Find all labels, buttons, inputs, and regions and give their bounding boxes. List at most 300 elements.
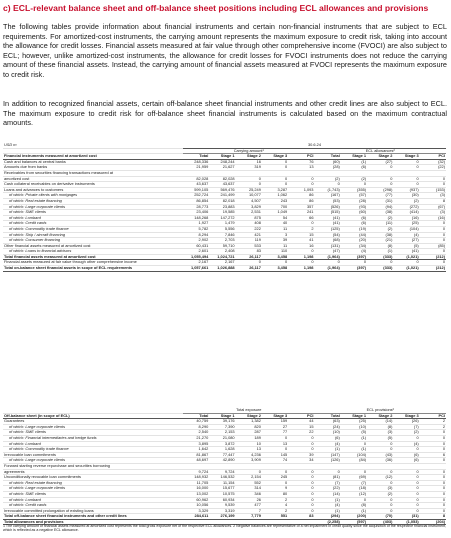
table-cell: 2,167	[209, 260, 235, 266]
table-cell: 0	[393, 508, 419, 514]
table-cell: 27	[262, 424, 288, 430]
table-cell: 34	[288, 458, 314, 464]
table-cell: 0	[288, 249, 314, 255]
table-cell: 3,909	[236, 458, 262, 464]
table-cell: (147)	[314, 452, 340, 458]
table-cell: 7,390	[209, 424, 235, 430]
table-cell: (1)	[367, 249, 393, 255]
table-cell: 0	[393, 165, 419, 171]
table-cell: 820	[236, 424, 262, 430]
column-header: Stage 3	[262, 154, 288, 160]
table-cell: 0	[262, 447, 288, 453]
table-cell: (126)	[314, 458, 340, 464]
row-label: Total off-balance sheet financial instruments and other credit lines	[3, 514, 183, 520]
table-cell: 19,585	[209, 210, 235, 216]
table-cell: 0	[367, 260, 393, 266]
table-cell: 1,198	[288, 266, 314, 272]
table-cell: 110	[262, 249, 288, 255]
table-cell: 21,080	[209, 435, 235, 441]
table-cell: 26,117	[236, 266, 262, 272]
table-cell: 10,077	[236, 193, 262, 199]
off-balance-ecl-table	[3, 408, 446, 525]
table-cell: 0	[420, 182, 446, 188]
row-label: of which: Commodity trade finance	[3, 447, 183, 453]
table-cell: 2,531	[236, 210, 262, 216]
table-cell: 9	[262, 486, 288, 492]
table-cell: (7)	[341, 480, 367, 486]
unit-label: USD m	[3, 143, 183, 148]
table-cell: (526)	[314, 204, 340, 210]
table-cell: 241	[288, 210, 314, 216]
table-cell: 2,902	[183, 238, 209, 244]
row-label: of which: Commodity trade finance	[3, 226, 183, 232]
table-cell: 74	[262, 458, 288, 464]
table-cell: 0	[314, 260, 340, 266]
table-cell: 147,272	[209, 215, 235, 221]
table-cell: 119	[236, 238, 262, 244]
table-cell: (85)	[420, 243, 446, 249]
row-label: of which: Real estate financing	[3, 198, 183, 204]
table-cell: (4)	[314, 503, 340, 509]
table-cell: 0	[288, 508, 314, 514]
table-cell: 0	[420, 503, 446, 509]
table-cell: (294)	[314, 514, 340, 520]
table-cell: 2,540	[183, 430, 209, 436]
row-label: Forward starting reverse repurchase and securities borrowing	[3, 463, 183, 469]
table-cell: (1)	[314, 447, 340, 453]
table-cell: 357	[288, 204, 314, 210]
table-cell: 3,287	[262, 187, 288, 193]
table-cell: (14)	[367, 419, 393, 425]
table-cell: 146,532	[209, 475, 235, 481]
table-cell: 421	[236, 232, 262, 238]
table-cell: 15,677	[209, 486, 235, 492]
table-cell: (8)	[341, 503, 367, 509]
table-cell: (67)	[420, 204, 446, 210]
table-cell: 11	[262, 243, 288, 249]
table-cell: 7,779	[236, 514, 262, 520]
table-cell: 0	[393, 497, 419, 503]
off-balance-paragraph: In addition to recognized financial assets, certain off-balance sheet financial instruments and other credit lines are also subject to ECL. The maximum exposure to credit risk for off-balance sheet financial instruments is calculated based on the maximum contractual amounts.	[3, 99, 447, 127]
table-cell: (60)	[341, 210, 367, 216]
table-cell: (63)	[314, 419, 340, 425]
table-cell: 83	[288, 514, 314, 520]
table-cell: 0	[262, 469, 288, 475]
table-cell: 408	[236, 221, 262, 227]
row-label: of which: Credit cards	[3, 503, 183, 509]
table-cell: (104)	[341, 452, 367, 458]
table-cell: 0	[393, 176, 419, 182]
table-cell: (1,743)	[314, 187, 340, 193]
row-label: of which: SME clients	[3, 430, 183, 436]
row-label: of which: Credit cards	[3, 221, 183, 227]
table-cell: (47)	[314, 249, 340, 255]
table-cell: 0	[420, 447, 446, 453]
table-cell: 1,062	[262, 193, 288, 199]
table-cell: (4)	[393, 441, 419, 447]
table-cell: (28)	[341, 198, 367, 204]
table-cell: (2)	[367, 491, 393, 497]
row-label: Cash and balances at central banks	[3, 159, 183, 165]
table-cell: (1,964)	[314, 266, 340, 272]
row-label: of which: Lombard	[3, 215, 183, 221]
table-cell: (298)	[367, 187, 393, 193]
table-cell: (38)	[367, 232, 393, 238]
table-cell: (31)	[367, 198, 393, 204]
row-label: Receivables from securities financing transactions measured at	[3, 170, 183, 176]
table-cell: (53)	[314, 198, 340, 204]
table-cell: (18)	[341, 486, 367, 492]
table-cell: (20)	[341, 238, 367, 244]
table-cell: 0	[420, 469, 446, 475]
table-cell: (1)	[341, 159, 367, 165]
row-label: Guarantees	[3, 419, 183, 425]
table-cell: (57)	[341, 193, 367, 199]
table-cell: 1,479	[209, 221, 235, 227]
table-cell: 0	[393, 435, 419, 441]
table-cell: 0	[288, 260, 314, 266]
table-cell: (81)	[314, 475, 340, 481]
table-cell: (24)	[314, 424, 340, 430]
table-cell: 0	[393, 475, 419, 481]
table-cell: (1)	[314, 497, 340, 503]
table-cell: (1)	[314, 508, 340, 514]
table-cell: 0	[393, 491, 419, 497]
table-cell: 77	[262, 430, 288, 436]
table-cell: 86	[288, 193, 314, 199]
table-cell: 0	[367, 508, 393, 514]
table-cell: (4)	[341, 249, 367, 255]
table-cell: 148,268	[183, 215, 209, 221]
table-cell: 2	[420, 419, 446, 425]
table-cell: 21,959	[183, 165, 209, 171]
table-cell: 0	[367, 165, 393, 171]
column-header: Stage 1	[209, 154, 235, 160]
row-label: of which: Real estate financing	[3, 480, 183, 486]
table-cell: 26	[236, 497, 262, 503]
table-cell: (30)	[393, 193, 419, 199]
table-cell: 245	[262, 475, 288, 481]
table-cell: 1,642	[183, 447, 209, 453]
table-cell: (1,021)	[393, 254, 419, 260]
ecl-provisions-header: ECL provisions²	[314, 408, 446, 413]
table-cell: (397)	[341, 266, 367, 272]
column-header: Stage 3	[393, 154, 419, 160]
table-cell: 15	[288, 232, 314, 238]
table-cell: 0	[236, 260, 262, 266]
table-cell: 5,782	[183, 226, 209, 232]
table-cell: (6)	[393, 452, 419, 458]
table-cell: (104)	[393, 226, 419, 232]
column-header: PCI	[288, 154, 314, 160]
table-cell: (212)	[420, 254, 446, 260]
table-cell: 346	[236, 491, 262, 497]
table-cell: 76	[288, 159, 314, 165]
table-cell: (4)	[314, 441, 340, 447]
table-cell: 0	[262, 182, 288, 188]
table-cell: 42,890	[209, 458, 235, 464]
table-cell: 60,934	[209, 497, 235, 503]
table-cell: 1,382	[236, 419, 262, 425]
table-cell: (2)	[314, 176, 340, 182]
table-cell: 0	[367, 480, 393, 486]
table-cell: 81,867	[183, 452, 209, 458]
column-header: Stage 2	[367, 154, 393, 160]
table-cell: 1,057,661	[183, 266, 209, 272]
table-cell: (125)	[314, 226, 340, 232]
table-cell: (937)	[393, 187, 419, 193]
table-cell: (2)	[367, 226, 393, 232]
table-cell: 2,601	[183, 249, 209, 255]
table-cell: 0	[393, 480, 419, 486]
table-cell: 243	[262, 198, 288, 204]
row-label: of which: Large corporate clients	[3, 204, 183, 210]
table-cell: 4,236	[236, 452, 262, 458]
table-cell: (68)	[314, 238, 340, 244]
table-cell: 2,408	[209, 249, 235, 255]
table-cell: 0	[288, 221, 314, 227]
table-cell: (84)	[341, 458, 367, 464]
table-cell: (5)	[367, 435, 393, 441]
table-cell: (10)	[314, 430, 340, 436]
table-cell: (12)	[341, 491, 367, 497]
table-cell: 0	[420, 249, 446, 255]
table-cell: 0	[288, 447, 314, 453]
column-header: Stage 2	[236, 413, 262, 419]
column-header: Stage 3	[393, 413, 419, 419]
table-cell: 5,556	[209, 226, 235, 232]
row-label: Other financial assets measured at amortized cost	[3, 243, 183, 249]
table-cell: 23,406	[183, 210, 209, 216]
on-balance-ecl-table	[3, 143, 446, 272]
column-header: PCI	[420, 413, 446, 419]
table-cell: 0	[420, 441, 446, 447]
table-cell: 2	[420, 424, 446, 430]
row-label: of which: Large corporate clients	[3, 458, 183, 464]
table-cell: 77,447	[209, 452, 235, 458]
column-header: Total	[314, 154, 340, 160]
table-cell: 3,319	[209, 508, 235, 514]
table-cell: 189	[236, 435, 262, 441]
column-header: Stage 2	[367, 413, 393, 419]
table-cell: 26,117	[236, 254, 262, 260]
table-cell: 0	[341, 469, 367, 475]
table-cell: 83	[236, 249, 262, 255]
table-cell: 82,028	[209, 176, 235, 182]
table-cell: 39	[288, 452, 314, 458]
column-header: Stage 3	[262, 413, 288, 419]
table-cell: (94)	[367, 204, 393, 210]
table-cell: 1,093	[288, 187, 314, 193]
table-cell: 43,637	[183, 182, 209, 188]
table-cell: 39,176	[209, 419, 235, 425]
table-cell: 8	[420, 198, 446, 204]
table-cell: 86	[288, 198, 314, 204]
table-cell: (2)	[341, 176, 367, 182]
table-cell: 40	[262, 221, 288, 227]
table-cell: 13,002	[183, 491, 209, 497]
table-cell: 10,575	[209, 491, 235, 497]
ecl-allowances-header: ECL allowances²	[314, 148, 446, 154]
total-row	[3, 266, 446, 272]
table-cell: (6)	[393, 458, 419, 464]
table-cell: 2	[288, 226, 314, 232]
table-cell: 66	[288, 215, 314, 221]
table-cell: 0	[420, 435, 446, 441]
table-cell: 314	[236, 486, 262, 492]
row-label: of which: Large corporate clients	[3, 486, 183, 492]
table-cell: 0	[367, 503, 393, 509]
table-cell: 2	[262, 497, 288, 503]
table-cell: (16)	[420, 215, 446, 221]
table-cell: 0	[341, 441, 367, 447]
table-cell: 148,932	[183, 475, 209, 481]
table-cell: 0	[341, 182, 367, 188]
table-cell: 16,000	[183, 486, 209, 492]
row-label: of which: Loans to financial advisors	[3, 249, 183, 255]
table-cell: 25,249	[236, 187, 262, 193]
table-cell: 0	[262, 480, 288, 486]
table-cell: (8)	[367, 424, 393, 430]
table-header-label: Financial instruments measured at amortized cost	[3, 154, 183, 160]
table-cell: (60)	[314, 159, 340, 165]
table-cell: 8,294	[183, 232, 209, 238]
table-cell: 3,458	[262, 266, 288, 272]
table-cell: 11,705	[183, 480, 209, 486]
table-cell: 82,028	[183, 176, 209, 182]
intro-paragraph: The following tables provide information about financial instruments and certain non-financial instruments that are subject to ECL requirements. For amortized-cost instruments, the carrying amount represents the maximum exposure to credit risk, taking into account the allowance for credit losses. Financial assets measured at fair value through other comprehensive income (FVOCI) are also subject to ECL; however, unlike amortized-cost instruments, the allowance for credit losses for FVOCI instruments does not reduce the carrying amount of these financial assets. Instead, the carrying amount of financial assets measured at FVOCI represents the maximum exposure to credit risk.	[3, 22, 447, 79]
table-cell: (19)	[341, 226, 367, 232]
table-cell: 0	[367, 176, 393, 182]
table-cell: 1,198	[288, 254, 314, 260]
table-cell: 2,154	[236, 475, 262, 481]
table-cell: 13	[288, 165, 314, 171]
table-cell: 9,724	[183, 469, 209, 475]
table-cell: 80	[262, 491, 288, 497]
table-cell: 0	[236, 176, 262, 182]
column-header: Total	[314, 413, 340, 419]
table-cell: 569,476	[209, 187, 235, 193]
table-cell: 0	[367, 469, 393, 475]
row-label: of which: Lombard	[3, 497, 183, 503]
table-cell: (34)	[341, 243, 367, 249]
table-cell: (1,964)	[314, 254, 340, 260]
table-cell: 0	[393, 486, 419, 492]
table-cell: 0	[288, 491, 314, 497]
row-label: Cash collateral receivables on derivative instruments	[3, 182, 183, 188]
table-cell: 44	[288, 419, 314, 425]
table-cell: 60,962	[183, 497, 209, 503]
table-cell: (25)	[393, 221, 419, 227]
table-cell: 0	[393, 159, 419, 165]
table-cell: 2,167	[183, 260, 209, 266]
table-cell: (2,258)	[314, 519, 340, 525]
table-cell: (515)	[314, 210, 340, 216]
table-cell: (597)	[341, 519, 367, 525]
table-cell: 145	[262, 452, 288, 458]
table-cell: 0	[420, 491, 446, 497]
table-cell: 1,049	[262, 210, 288, 216]
section-title: c) ECL-relevant balance sheet and off-balance sheet positions including ECL allowances and provisions	[3, 3, 429, 13]
row-label: Loans and advances to customers	[3, 187, 183, 193]
table-cell: 222	[236, 226, 262, 232]
table-cell: (333)	[367, 266, 393, 272]
table-cell: 0	[393, 469, 419, 475]
table-cell: (27)	[393, 238, 419, 244]
table-cell: 0	[367, 441, 393, 447]
table-cell: 599,105	[183, 187, 209, 193]
date-header: 30.6.24	[183, 143, 446, 148]
table-header-label: Off-balance sheet (in scope of ECL)	[3, 413, 183, 419]
table-cell: 0	[420, 226, 446, 232]
table-cell: (93)	[341, 204, 367, 210]
table-cell: 159	[262, 419, 288, 425]
table-cell: (25)	[341, 419, 367, 425]
table-cell: 0	[288, 441, 314, 447]
total-exposure-header: Total exposure	[183, 408, 314, 413]
table-cell: 22	[288, 430, 314, 436]
table-cell: 9,539	[209, 503, 235, 509]
table-cell: 1,026,888	[209, 266, 235, 272]
row-label: Total financial assets measured at amortized cost	[3, 254, 183, 260]
table-cell: 0	[420, 176, 446, 182]
table-cell: 0	[420, 458, 446, 464]
table-cell: (43)	[367, 452, 393, 458]
table-cell: 28,773	[183, 204, 209, 210]
table-cell: (1,021)	[393, 266, 419, 272]
table-cell: 0	[420, 232, 446, 238]
table-cell: 21,627	[209, 165, 235, 171]
table-cell: 700	[262, 204, 288, 210]
table-cell: 0	[236, 469, 262, 475]
table-cell: 0	[288, 182, 314, 188]
table-cell: 0	[420, 260, 446, 266]
column-header: Stage 1	[209, 413, 235, 419]
table-cell: 2,153	[209, 430, 235, 436]
table-cell: 552	[236, 480, 262, 486]
table-cell: 241,499	[209, 193, 235, 199]
table-cell: (2)	[393, 198, 419, 204]
table-cell: (333)	[367, 254, 393, 260]
table-cell: (26)	[393, 419, 419, 425]
table-cell: 1,927	[183, 221, 209, 227]
table-cell: 0	[367, 182, 393, 188]
table-cell: 3,895	[183, 441, 209, 447]
table-cell: (54)	[314, 232, 340, 238]
table-cell: 252,724	[183, 193, 209, 199]
table-cell: 0	[288, 480, 314, 486]
table-cell: 0	[393, 447, 419, 453]
table-cell: 1,024,721	[209, 254, 235, 260]
table-cell: (1,053)	[393, 519, 419, 525]
table-cell: 3,458	[262, 254, 288, 260]
table-cell: 0	[420, 430, 446, 436]
table-cell: (38)	[367, 210, 393, 216]
table-cell: 43,637	[209, 182, 235, 188]
table-cell: 16	[288, 243, 314, 249]
table-cell: 284,611	[183, 514, 209, 520]
row-label: of which: SME clients	[3, 491, 183, 497]
table-cell: (8)	[367, 243, 393, 249]
table-cell: 4	[262, 503, 288, 509]
column-header: Total	[183, 413, 209, 419]
table-cell: (16)	[393, 215, 419, 221]
row-label: agreements	[3, 469, 183, 475]
table-cell: (153)	[420, 187, 446, 193]
table-cell: 0	[393, 260, 419, 266]
table-cell: 0	[288, 469, 314, 475]
table-cell: 3,829	[236, 204, 262, 210]
